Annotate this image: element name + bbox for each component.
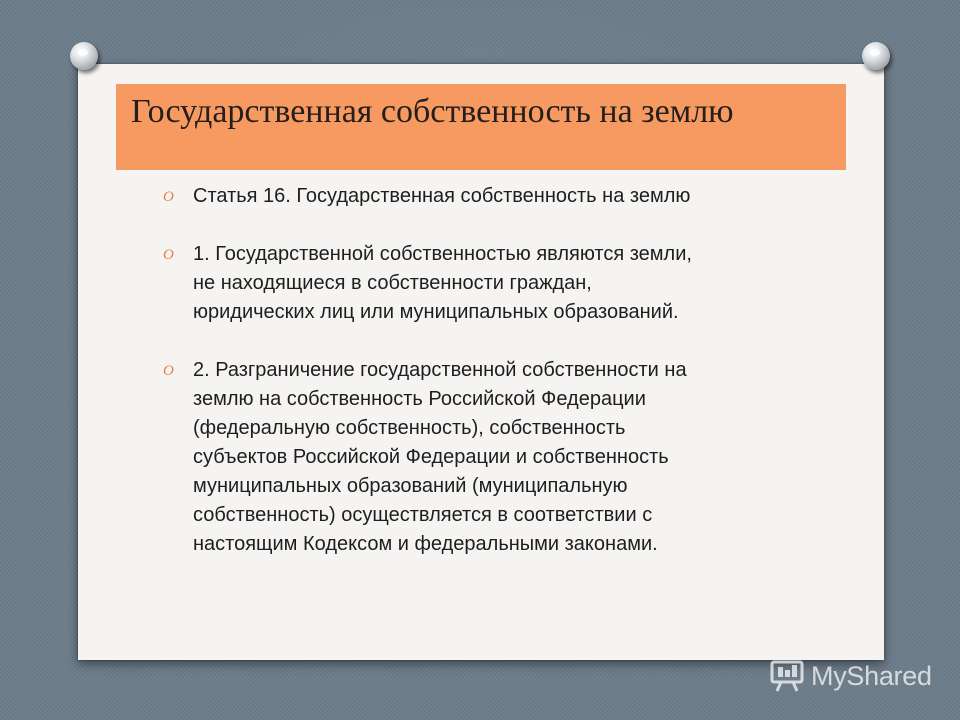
bullet-icon: O xyxy=(163,363,174,379)
watermark-text: MyShared xyxy=(811,660,932,691)
bullet-list xyxy=(160,182,810,559)
list-item xyxy=(160,356,810,559)
pushpin-icon xyxy=(862,42,890,70)
list-item-text: 2. Разграничение государственной собственности на землю на собственность Российской Федерации (федеральную собственность), собственность субъектов Российской Федерации и собственность муниципальных образований (муниципальную собственность) осуществляется в соответствии с настоящим Кодексом и федеральными законами. xyxy=(193,359,687,555)
list-item-text: Статья 16. Государственная собственность на землю xyxy=(193,185,691,207)
list-item xyxy=(160,240,810,327)
slide-title: Государственная собственность на землю xyxy=(131,93,734,130)
presentation-board-icon xyxy=(769,658,805,694)
title-bar xyxy=(116,84,846,170)
pushpin-icon xyxy=(70,42,98,70)
watermark xyxy=(769,656,932,696)
bullet-icon: O xyxy=(163,247,174,263)
list-item xyxy=(160,182,810,211)
list-item-text: 1. Государственной собственностью являются земли, не находящиеся в собственности граждан, юридических лиц или муниципальных образований. xyxy=(193,243,692,323)
bullet-icon: O xyxy=(163,189,174,205)
